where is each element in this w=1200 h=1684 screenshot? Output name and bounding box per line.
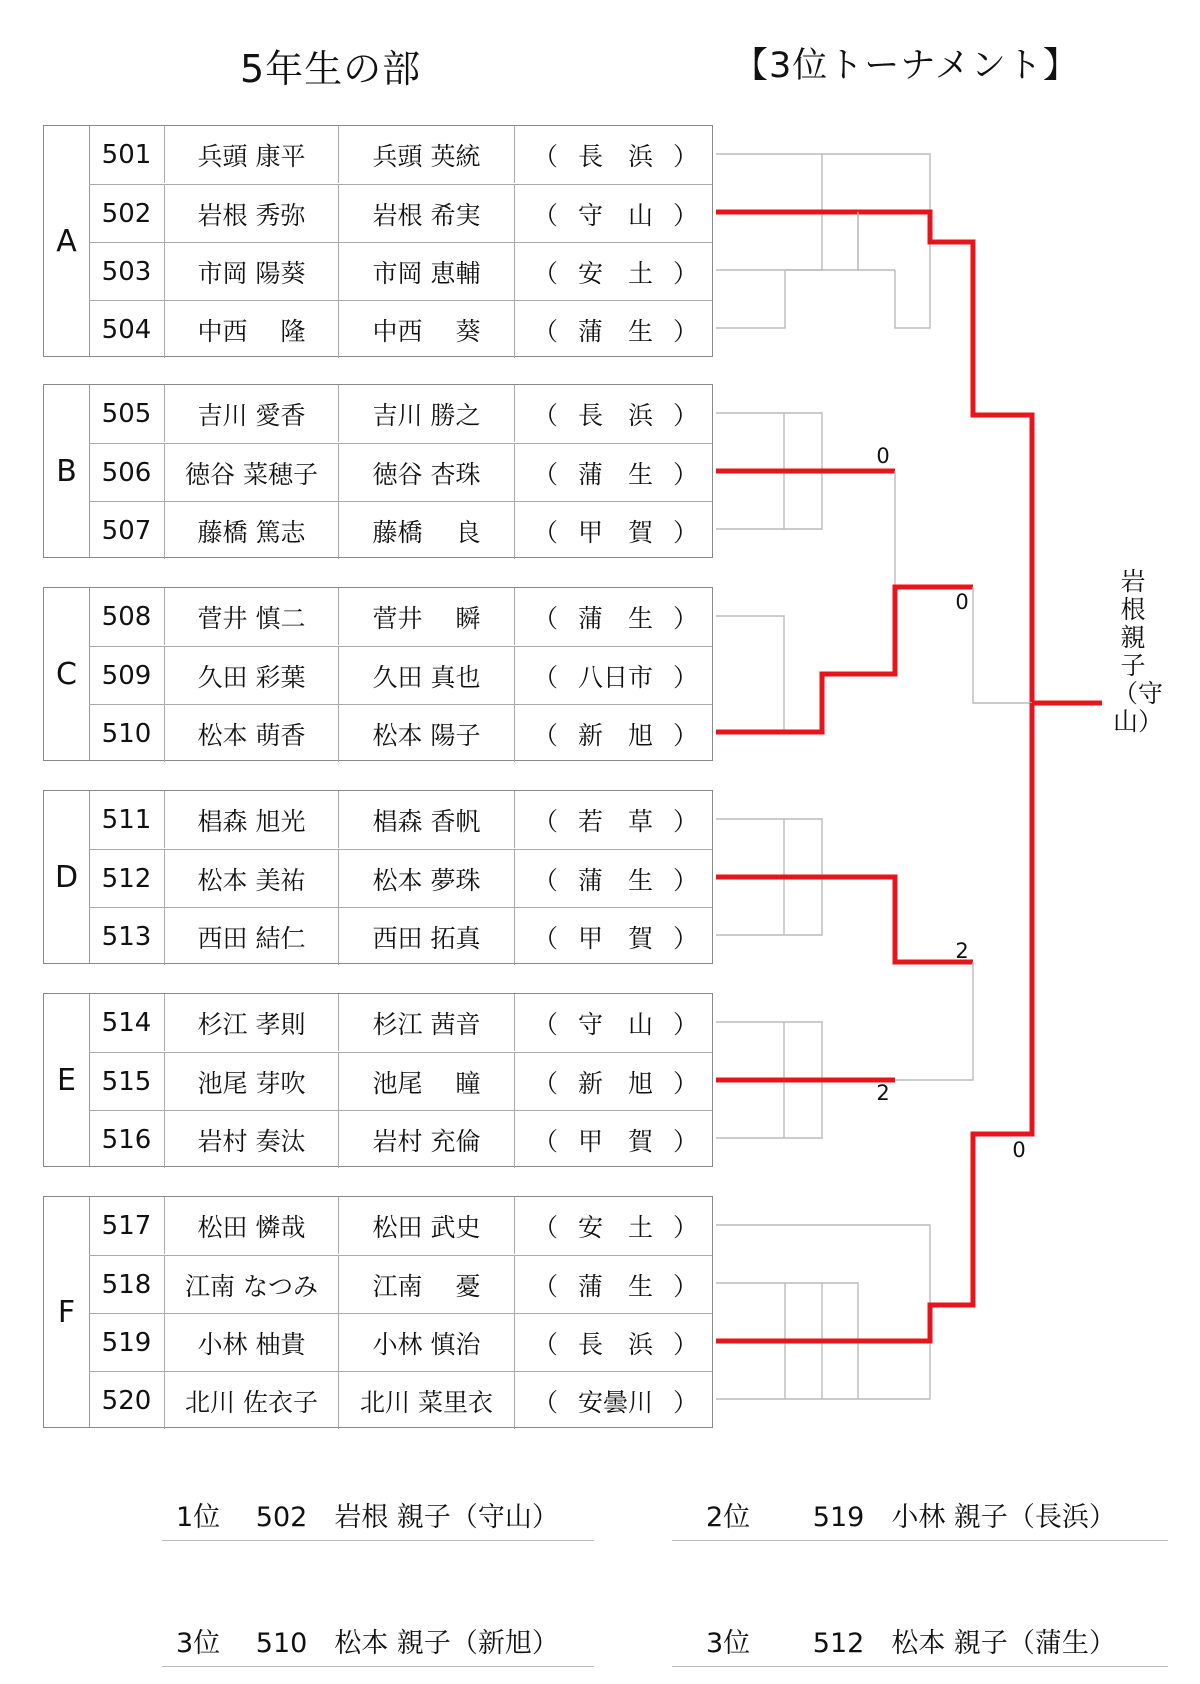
- paren-open: （: [533, 1329, 559, 1359]
- paren-close: ）: [672, 258, 698, 288]
- paren-open: （: [533, 400, 559, 430]
- group-label: E: [44, 994, 90, 1166]
- group-label: D: [44, 791, 90, 963]
- paren-close: ）: [672, 141, 698, 171]
- child-name: 池尾 芽吹: [165, 1053, 339, 1110]
- result-1st: [176, 1495, 559, 1534]
- child-name: 徳谷 菜穂子: [165, 444, 339, 501]
- entry-number: 502: [255, 1502, 308, 1533]
- winner-path-a: [716, 212, 1102, 703]
- parent-name: 藤橋 良: [339, 502, 515, 559]
- paren-close: ）: [672, 806, 698, 836]
- entry-number: 502: [89, 185, 165, 242]
- entry-number: 518: [89, 1256, 165, 1313]
- result-underline: [672, 1540, 1168, 1541]
- club-name: 蒲 生: [577, 459, 653, 489]
- bracket-line: [895, 212, 930, 328]
- paren-open: （: [533, 1126, 559, 1156]
- club-name: 安 土: [577, 1212, 653, 1242]
- paren-close: ）: [672, 316, 698, 346]
- child-name: 小林 柚貴: [165, 1314, 339, 1371]
- paren-close: ）: [672, 1126, 698, 1156]
- bracket-line: [858, 212, 895, 270]
- entry-number: 519: [89, 1314, 165, 1371]
- entry-number: 520: [89, 1372, 165, 1429]
- result-3rd-b: [706, 1621, 1116, 1660]
- club-name: 守 山: [577, 200, 653, 230]
- entry-name: 岩根 親子（守山）: [334, 1502, 559, 1533]
- tournament-subtitle: 【3位トーナメント】: [733, 46, 1079, 86]
- parent-name: 菅井 瞬: [339, 588, 515, 645]
- result-underline: [162, 1666, 594, 1667]
- child-name: 岩根 秀弥: [165, 185, 339, 242]
- winner-path-d: [716, 877, 973, 962]
- child-name: 松田 憐哉: [165, 1197, 339, 1254]
- child-name: 藤橋 篤志: [165, 502, 339, 559]
- entry-name: 松本 親子（蒲生）: [891, 1628, 1116, 1659]
- paren-open: （: [533, 603, 559, 633]
- child-name: 吉川 愛香: [165, 385, 339, 442]
- parent-name: 市岡 恵輔: [339, 243, 515, 300]
- entry-number: 516: [89, 1111, 165, 1168]
- parent-name: 西田 拓真: [339, 908, 515, 965]
- club-name: 蒲 生: [577, 865, 653, 895]
- page-title: 5年生の部: [240, 47, 422, 91]
- entry-number: 517: [89, 1197, 165, 1254]
- club-name: 守 山: [577, 1009, 653, 1039]
- club-name: 若 草: [577, 806, 653, 836]
- paren-close: ）: [672, 720, 698, 750]
- paren-open: （: [533, 806, 559, 836]
- paren-close: ）: [672, 1329, 698, 1359]
- entry-number: 514: [89, 994, 165, 1051]
- bracket-line: [716, 270, 785, 328]
- paren-close: ）: [672, 1068, 698, 1098]
- entry-name: 小林 親子（長浜）: [891, 1502, 1116, 1533]
- paren-open: （: [533, 200, 559, 230]
- parent-name: 池尾 瞳: [339, 1053, 515, 1110]
- paren-close: ）: [672, 603, 698, 633]
- club-name: 蒲 生: [577, 603, 653, 633]
- paren-open: （: [533, 517, 559, 547]
- result-underline: [162, 1540, 594, 1541]
- bracket-line: [895, 962, 973, 1080]
- child-name: 椙森 旭光: [165, 791, 339, 848]
- parent-name: 松本 夢珠: [339, 850, 515, 907]
- entry-number: 513: [89, 908, 165, 965]
- paren-close: ）: [672, 1212, 698, 1242]
- entry-number: 512: [812, 1628, 865, 1659]
- rank: 1位: [176, 1502, 221, 1533]
- child-name: 岩村 奏汰: [165, 1111, 339, 1168]
- paren-close: ）: [672, 459, 698, 489]
- score-b: 0: [876, 444, 890, 468]
- paren-close: ）: [672, 923, 698, 953]
- child-name: 中西 隆: [165, 301, 339, 358]
- child-name: 北川 佐衣子: [165, 1372, 339, 1429]
- club-name: 新 旭: [577, 1068, 653, 1098]
- child-name: 兵頭 康平: [165, 126, 339, 183]
- club-name: 八日市: [577, 662, 653, 692]
- entry-number: 515: [89, 1053, 165, 1110]
- club-name: 新 旭: [577, 720, 653, 750]
- group-label: B: [44, 385, 90, 557]
- parent-name: 杉江 茜音: [339, 994, 515, 1051]
- paren-open: （: [533, 459, 559, 489]
- club-name: 甲 賀: [577, 517, 653, 547]
- entry-number: 519: [812, 1502, 865, 1533]
- parent-name: 江南 憂: [339, 1256, 515, 1313]
- paren-close: ）: [672, 1009, 698, 1039]
- entry-number: 509: [89, 647, 165, 704]
- bracket-line: [716, 212, 858, 270]
- parent-name: 久田 真也: [339, 647, 515, 704]
- parent-name: 椙森 香帆: [339, 791, 515, 848]
- paren-close: ）: [672, 662, 698, 692]
- child-name: 市岡 陽葵: [165, 243, 339, 300]
- result-3rd-a: [176, 1621, 559, 1660]
- entry-number: 512: [89, 850, 165, 907]
- group-label: A: [44, 126, 90, 356]
- score-f: 0: [1012, 1138, 1026, 1162]
- paren-open: （: [533, 258, 559, 288]
- paren-open: （: [533, 316, 559, 346]
- paren-close: ）: [672, 200, 698, 230]
- parent-name: 小林 慎治: [339, 1314, 515, 1371]
- child-name: 菅井 慎二: [165, 588, 339, 645]
- parent-name: 松本 陽子: [339, 705, 515, 762]
- paren-open: （: [533, 923, 559, 953]
- champion-label: 岩根親子（守山）: [1113, 567, 1164, 736]
- club-name: 長 浜: [577, 400, 653, 430]
- group-label: F: [44, 1197, 90, 1427]
- paren-open: （: [533, 662, 559, 692]
- entry-name: 松本 親子（新旭）: [334, 1628, 559, 1659]
- entry-number: 504: [89, 301, 165, 358]
- paren-open: （: [533, 1271, 559, 1301]
- paren-open: （: [533, 1212, 559, 1242]
- group-label: C: [44, 588, 90, 760]
- paren-open: （: [533, 141, 559, 171]
- entry-number: 510: [89, 705, 165, 762]
- parent-name: 吉川 勝之: [339, 385, 515, 442]
- score-e: 2: [876, 1081, 890, 1105]
- paren-close: ）: [672, 1387, 698, 1417]
- paren-open: （: [533, 1387, 559, 1417]
- club-name: 安曇川: [577, 1387, 653, 1417]
- bracket-line: [973, 587, 1032, 703]
- bracket-line: [716, 1225, 930, 1399]
- entry-number: 505: [89, 385, 165, 442]
- entry-number: 503: [89, 243, 165, 300]
- score-c: 0: [955, 590, 969, 614]
- entry-number: 511: [89, 791, 165, 848]
- parent-name: 松田 武史: [339, 1197, 515, 1254]
- rank: 3位: [176, 1628, 221, 1659]
- child-name: 久田 彩葉: [165, 647, 339, 704]
- club-name: 甲 賀: [577, 923, 653, 953]
- club-name: 長 浜: [577, 1329, 653, 1359]
- entry-number: 501: [89, 126, 165, 183]
- entry-number: 508: [89, 588, 165, 645]
- child-name: 松本 美祐: [165, 850, 339, 907]
- parent-name: 兵頭 英統: [339, 126, 515, 183]
- winner-path-c: [716, 587, 973, 732]
- child-name: 江南 なつみ: [165, 1256, 339, 1313]
- bracket-line: [822, 154, 930, 212]
- result-2nd: [706, 1495, 1116, 1534]
- club-name: 蒲 生: [577, 1271, 653, 1301]
- paren-open: （: [533, 1068, 559, 1098]
- parent-name: 中西 葵: [339, 301, 515, 358]
- club-name: 甲 賀: [577, 1126, 653, 1156]
- score-d: 2: [955, 939, 969, 963]
- entry-number: 507: [89, 502, 165, 559]
- entry-number: 510: [255, 1628, 308, 1659]
- parent-name: 岩根 希実: [339, 185, 515, 242]
- result-underline: [672, 1666, 1168, 1667]
- entry-number: 506: [89, 444, 165, 501]
- paren-close: ）: [672, 517, 698, 547]
- bracket-line: [716, 616, 784, 732]
- rank: 3位: [706, 1628, 751, 1659]
- rank: 2位: [706, 1502, 751, 1533]
- child-name: 西田 結仁: [165, 908, 339, 965]
- parent-name: 北川 菜里衣: [339, 1372, 515, 1429]
- parent-name: 徳谷 杏珠: [339, 444, 515, 501]
- paren-close: ）: [672, 1271, 698, 1301]
- paren-close: ）: [672, 865, 698, 895]
- child-name: 杉江 孝則: [165, 994, 339, 1051]
- paren-close: ）: [672, 400, 698, 430]
- paren-open: （: [533, 720, 559, 750]
- club-name: 蒲 生: [577, 316, 653, 346]
- paren-open: （: [533, 865, 559, 895]
- paren-open: （: [533, 1009, 559, 1039]
- club-name: 長 浜: [577, 141, 653, 171]
- parent-name: 岩村 充倫: [339, 1111, 515, 1168]
- club-name: 安 土: [577, 258, 653, 288]
- child-name: 松本 萌香: [165, 705, 339, 762]
